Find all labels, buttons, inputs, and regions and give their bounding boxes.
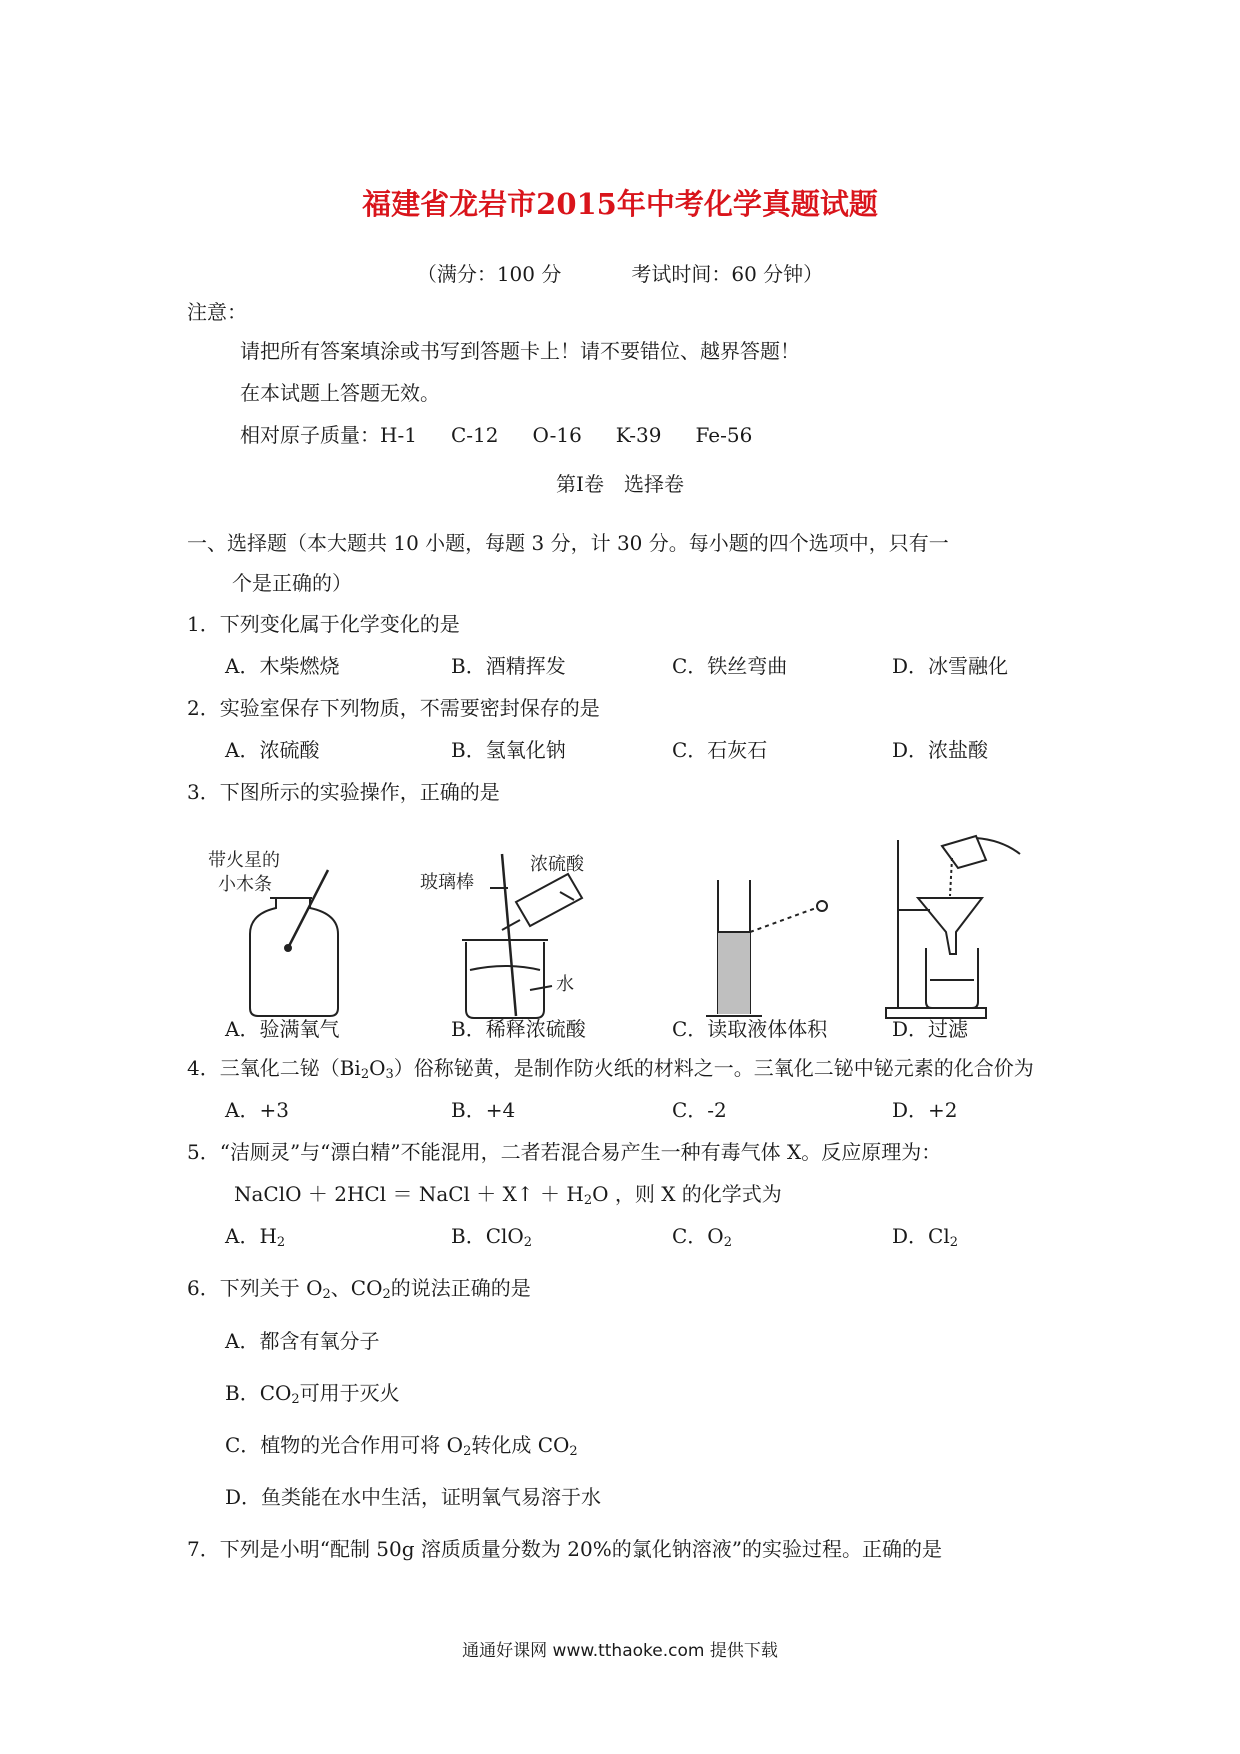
q1-option-c: C．铁丝弯曲 (672, 654, 788, 678)
exam-info (0, 258, 1240, 287)
q4-option-b: B．+4 (451, 1098, 516, 1122)
q3-stem: 3．下图所示的实验操作，正确的是 (187, 780, 500, 804)
fig-a-label-2: 小木条 (218, 874, 272, 895)
q2-option-d: D．浓盐酸 (892, 738, 989, 762)
q1-stem: 1．下列变化属于化学变化的是 (187, 612, 460, 636)
notice-heading: 注意： (187, 300, 247, 324)
fig-b-acid-label: 浓硫酸 (530, 854, 584, 875)
q5-option-d: D．$Cl_2$ (892, 1224, 959, 1250)
q1-option-b: B．酒精挥发 (451, 654, 566, 678)
q2-option-b: B．氢氧化钠 (451, 738, 566, 762)
atomic-mass-fe: Fe-56 (695, 423, 753, 447)
q6-option-d: D．鱼类能在水中生活，证明氧气易溶于水 (225, 1485, 602, 1509)
atomic-mass-k: K-39 (615, 423, 662, 447)
q3-figure (190, 830, 1050, 1030)
fig-b-rod-label: 玻璃棒 (420, 872, 474, 893)
q3-option-d: D．过滤 (892, 1017, 969, 1041)
q5-option-b: B．ClO$_2$ (451, 1224, 533, 1250)
q4-option-d: D．+2 (892, 1098, 958, 1122)
q5-stem: 5．“洁厕灵”与“漂白精”不能混用，二者若混合易产生一种有毒气体 X。反应原理为： (187, 1140, 942, 1164)
q4-option-c: C．-2 (672, 1098, 727, 1122)
page-footer: 通通好课网 www.tthaoke.com 提供下载 (462, 1641, 778, 1661)
section-heading-line1: 一、选择题（本大题共 10 小题，每题 3 分，计 30 分。每小题的四个选项中，只有一 (187, 531, 949, 555)
atomic-mass-o: O-16 (532, 423, 582, 447)
q6-option-a: A．都含有氧分子 (225, 1329, 380, 1353)
q2-stem: 2．实验室保存下列物质，不需要密封保存的是 (187, 696, 600, 720)
atomic-mass-label: 相对原子质量： (240, 423, 380, 447)
fig-b-dilution (420, 854, 585, 1018)
q5-equation: NaClO ＋ 2HCl ＝ NaCl ＋ X↑ ＋ $H_2O$ ，则 X 的化学式为 (234, 1182, 782, 1208)
fig-d-filtration (886, 836, 1020, 1018)
notice-line-1: 请把所有答案填涂或书写到答题卡上！请不要错位、越界答题！ (240, 339, 800, 363)
q5-option-a: A．$H_2$ (225, 1224, 286, 1250)
q1-option-a: A．木柴燃烧 (225, 654, 340, 678)
q4-option-a: A．+3 (225, 1098, 289, 1122)
fig-a-label-1: 带火星的 (208, 850, 280, 871)
fig-a-gas-bottle (208, 850, 338, 1016)
volume-title: 第Ⅰ卷 选择卷 (556, 472, 684, 496)
atomic-mass-h: H-1 (380, 423, 417, 447)
q4-stem: 4．三氧化二铋$(Bi_2O_3)$俗称铋黄，是制作防火纸的材料之一。三氧化二铋中铋元素的化合价为 (187, 1056, 1034, 1082)
q6-option-c: C．植物的光合作用可将 $O_2$转化成 $CO_2$ (225, 1433, 578, 1459)
q3-option-a: A．验满氧气 (225, 1017, 340, 1041)
q1-option-d: D．冰雪融化 (892, 654, 1009, 678)
q6-option-b: B．$CO_2$可用于灭火 (225, 1381, 400, 1407)
q3-option-c: C．读取液体体积 (672, 1017, 828, 1041)
exam-time: 考试时间：60 分钟） (631, 262, 824, 286)
page-title: 福建省龙岩市2015年中考化学真题试题 (362, 187, 878, 221)
q2-option-c: C．石灰石 (672, 738, 768, 762)
fig-b-water-label: 水 (556, 974, 574, 995)
atomic-mass-line (240, 419, 752, 448)
full-score: （满分：100 分 (416, 262, 562, 286)
q7-stem: 7．下列是小明“配制 50g 溶质质量分数为 20%的氯化钠溶液”的实验过程。正确的是 (187, 1537, 942, 1561)
q6-stem: 6．下列关于 $O_2$、$CO_2$的说法正确的是 (187, 1276, 531, 1302)
q3-option-b: B．稀释浓硫酸 (451, 1017, 586, 1041)
fig-c-graduated-cylinder (706, 880, 827, 1016)
section-heading-line2: 个是正确的） (232, 571, 352, 595)
q5-option-c: C．$O_2$ (672, 1224, 732, 1250)
notice-line-2: 在本试题上答题无效。 (240, 381, 440, 405)
atomic-mass-c: C-12 (450, 423, 499, 447)
q2-option-a: A．浓硫酸 (225, 738, 320, 762)
